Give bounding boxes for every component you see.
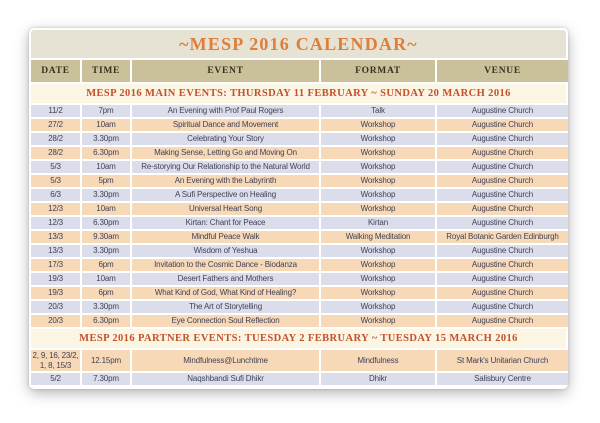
table-row	[31, 119, 566, 131]
table-row	[31, 287, 566, 299]
partner-events-section-header: MESP 2016 PARTNER EVENTS: TUESDAY 2 FEBRUARY ~ TUESDAY 15 MARCH 2016	[31, 329, 566, 348]
cell-venue: Salisbury Centre	[437, 373, 568, 385]
cell-event: An Evening with the Labyrinth	[132, 175, 319, 187]
cell-format: Kirtan	[321, 217, 435, 229]
cell-date: 12/3	[31, 217, 80, 229]
cell-format: Talk	[321, 105, 435, 117]
table-row	[31, 133, 566, 145]
main-events-section-header: MESP 2016 MAIN EVENTS: THURSDAY 11 FEBRUARY ~ SUNDAY 20 MARCH 2016	[31, 84, 566, 103]
cell-time: 6pm	[82, 259, 130, 271]
cell-date: 5/3	[31, 175, 80, 187]
cell-venue: Augustine Church	[437, 147, 568, 159]
cell-venue: Royal Botanic Garden Edinburgh	[437, 231, 568, 243]
cell-date: 11/2	[31, 105, 80, 117]
cell-format: Workshop	[321, 161, 435, 173]
cell-venue: Augustine Church	[437, 161, 568, 173]
column-header-venue: VENUE	[437, 60, 568, 82]
table-row	[31, 273, 566, 285]
cell-event: Universal Heart Song	[132, 203, 319, 215]
cell-format: Workshop	[321, 315, 435, 327]
cell-format: Walking Meditation	[321, 231, 435, 243]
table-row	[31, 259, 566, 271]
cell-time: 10am	[82, 273, 130, 285]
cell-format: Workshop	[321, 119, 435, 131]
cell-venue: Augustine Church	[437, 203, 568, 215]
cell-venue: Augustine Church	[437, 133, 568, 145]
table-row	[31, 105, 566, 117]
cell-format: Workshop	[321, 259, 435, 271]
cell-format: Workshop	[321, 189, 435, 201]
cell-venue: St Mark's Unitarian Church	[437, 350, 568, 371]
table-row	[31, 189, 566, 201]
cell-date: 19/3	[31, 287, 80, 299]
table-row	[31, 350, 566, 371]
cell-time: 10am	[82, 203, 130, 215]
cell-time: 12.15pm	[82, 350, 130, 371]
cell-date: 5/3	[31, 161, 80, 173]
column-header-row	[31, 60, 566, 82]
cell-venue: Augustine Church	[437, 315, 568, 327]
cell-format: Workshop	[321, 147, 435, 159]
cell-time: 5pm	[82, 175, 130, 187]
cell-event: Eye Connection Soul Reflection	[132, 315, 319, 327]
main-events-section	[31, 84, 566, 327]
cell-format: Workshop	[321, 133, 435, 145]
cell-date: 5/2	[31, 373, 80, 385]
cell-event: Mindfulness@Lunchtime	[132, 350, 319, 371]
cell-venue: Augustine Church	[437, 119, 568, 131]
cell-event: Wisdom of Yeshua	[132, 245, 319, 257]
cell-time: 7.30pm	[82, 373, 130, 385]
table-row	[31, 161, 566, 173]
main-events-rows	[31, 105, 566, 327]
cell-event: Invitation to the Cosmic Dance - Biodanza	[132, 259, 319, 271]
column-header-event: EVENT	[132, 60, 319, 82]
cell-date: 27/2	[31, 119, 80, 131]
table-row	[31, 217, 566, 229]
cell-format: Workshop	[321, 175, 435, 187]
column-header-format: FORMAT	[321, 60, 435, 82]
cell-date: 17/3	[31, 259, 80, 271]
cell-time: 3.30pm	[82, 133, 130, 145]
table-row	[31, 231, 566, 243]
cell-time: 9.30am	[82, 231, 130, 243]
cell-date: 28/2	[31, 133, 80, 145]
cell-event: Celebrating Your Story	[132, 133, 319, 145]
cell-format: Mindfulness	[321, 350, 435, 371]
cell-venue: Augustine Church	[437, 189, 568, 201]
cell-venue: Augustine Church	[437, 287, 568, 299]
cell-event: Mindful Peace Walk	[132, 231, 319, 243]
cell-time: 3.30pm	[82, 245, 130, 257]
cell-date: 13/3	[31, 231, 80, 243]
cell-event: Spiritual Dance and Movement	[132, 119, 319, 131]
table-row	[31, 315, 566, 327]
cell-event: An Evening with Prof Paul Rogers	[132, 105, 319, 117]
cell-date: 13/3	[31, 245, 80, 257]
cell-date: 12/3	[31, 203, 80, 215]
table-row	[31, 373, 566, 385]
cell-date: 2, 9, 16, 23/2, 1, 8, 15/3	[32, 351, 79, 370]
table-row	[31, 175, 566, 187]
cell-venue: Augustine Church	[437, 259, 568, 271]
cell-time: 10am	[82, 119, 130, 131]
cell-event: Making Sense, Letting Go and Moving On	[132, 147, 319, 159]
cell-venue: Augustine Church	[437, 175, 568, 187]
cell-venue: Augustine Church	[437, 245, 568, 257]
cell-event: A Sufi Perspective on Healing	[132, 189, 319, 201]
cell-event: Kirtan: Chant for Peace	[132, 217, 319, 229]
table-row	[31, 245, 566, 257]
cell-event: The Art of Storytelling	[132, 301, 319, 313]
cell-format: Workshop	[321, 203, 435, 215]
partner-events-rows	[31, 350, 566, 385]
column-header-time: TIME	[82, 60, 130, 82]
cell-time: 6.30pm	[82, 147, 130, 159]
cell-time: 7pm	[82, 105, 130, 117]
cell-format: Workshop	[321, 245, 435, 257]
cell-time: 3.30pm	[82, 189, 130, 201]
cell-venue: Augustine Church	[437, 273, 568, 285]
table-row	[31, 203, 566, 215]
calendar-card	[29, 28, 568, 389]
cell-event: Desert Fathers and Mothers	[132, 273, 319, 285]
cell-date: 28/2	[31, 147, 80, 159]
table-row	[31, 301, 566, 313]
cell-venue: Augustine Church	[437, 217, 568, 229]
cell-date: 20/3	[31, 301, 80, 313]
cell-time: 6.30pm	[82, 217, 130, 229]
cell-time: 6.30pm	[82, 315, 130, 327]
cell-date: 19/3	[31, 273, 80, 285]
cell-event: Re-storying Our Relationship to the Natural World	[132, 161, 319, 173]
cell-venue: Augustine Church	[437, 105, 568, 117]
cell-format: Workshop	[321, 301, 435, 313]
page-title: ~MESP 2016 CALENDAR~	[31, 30, 566, 58]
table-row	[31, 147, 566, 159]
cell-date: 6/3	[31, 189, 80, 201]
cell-format: Workshop	[321, 273, 435, 285]
cell-time: 10am	[82, 161, 130, 173]
cell-format: Workshop	[321, 287, 435, 299]
column-header-date: DATE	[31, 60, 80, 82]
cell-event: What Kind of God, What Kind of Healing?	[132, 287, 319, 299]
cell-venue: Augustine Church	[437, 301, 568, 313]
cell-format: Dhikr	[321, 373, 435, 385]
partner-events-section	[31, 329, 566, 385]
cell-date: 20/3	[31, 315, 80, 327]
cell-time: 3.30pm	[82, 301, 130, 313]
cell-event: Naqshbandi Sufi Dhikr	[132, 373, 319, 385]
cell-time: 6pm	[82, 287, 130, 299]
